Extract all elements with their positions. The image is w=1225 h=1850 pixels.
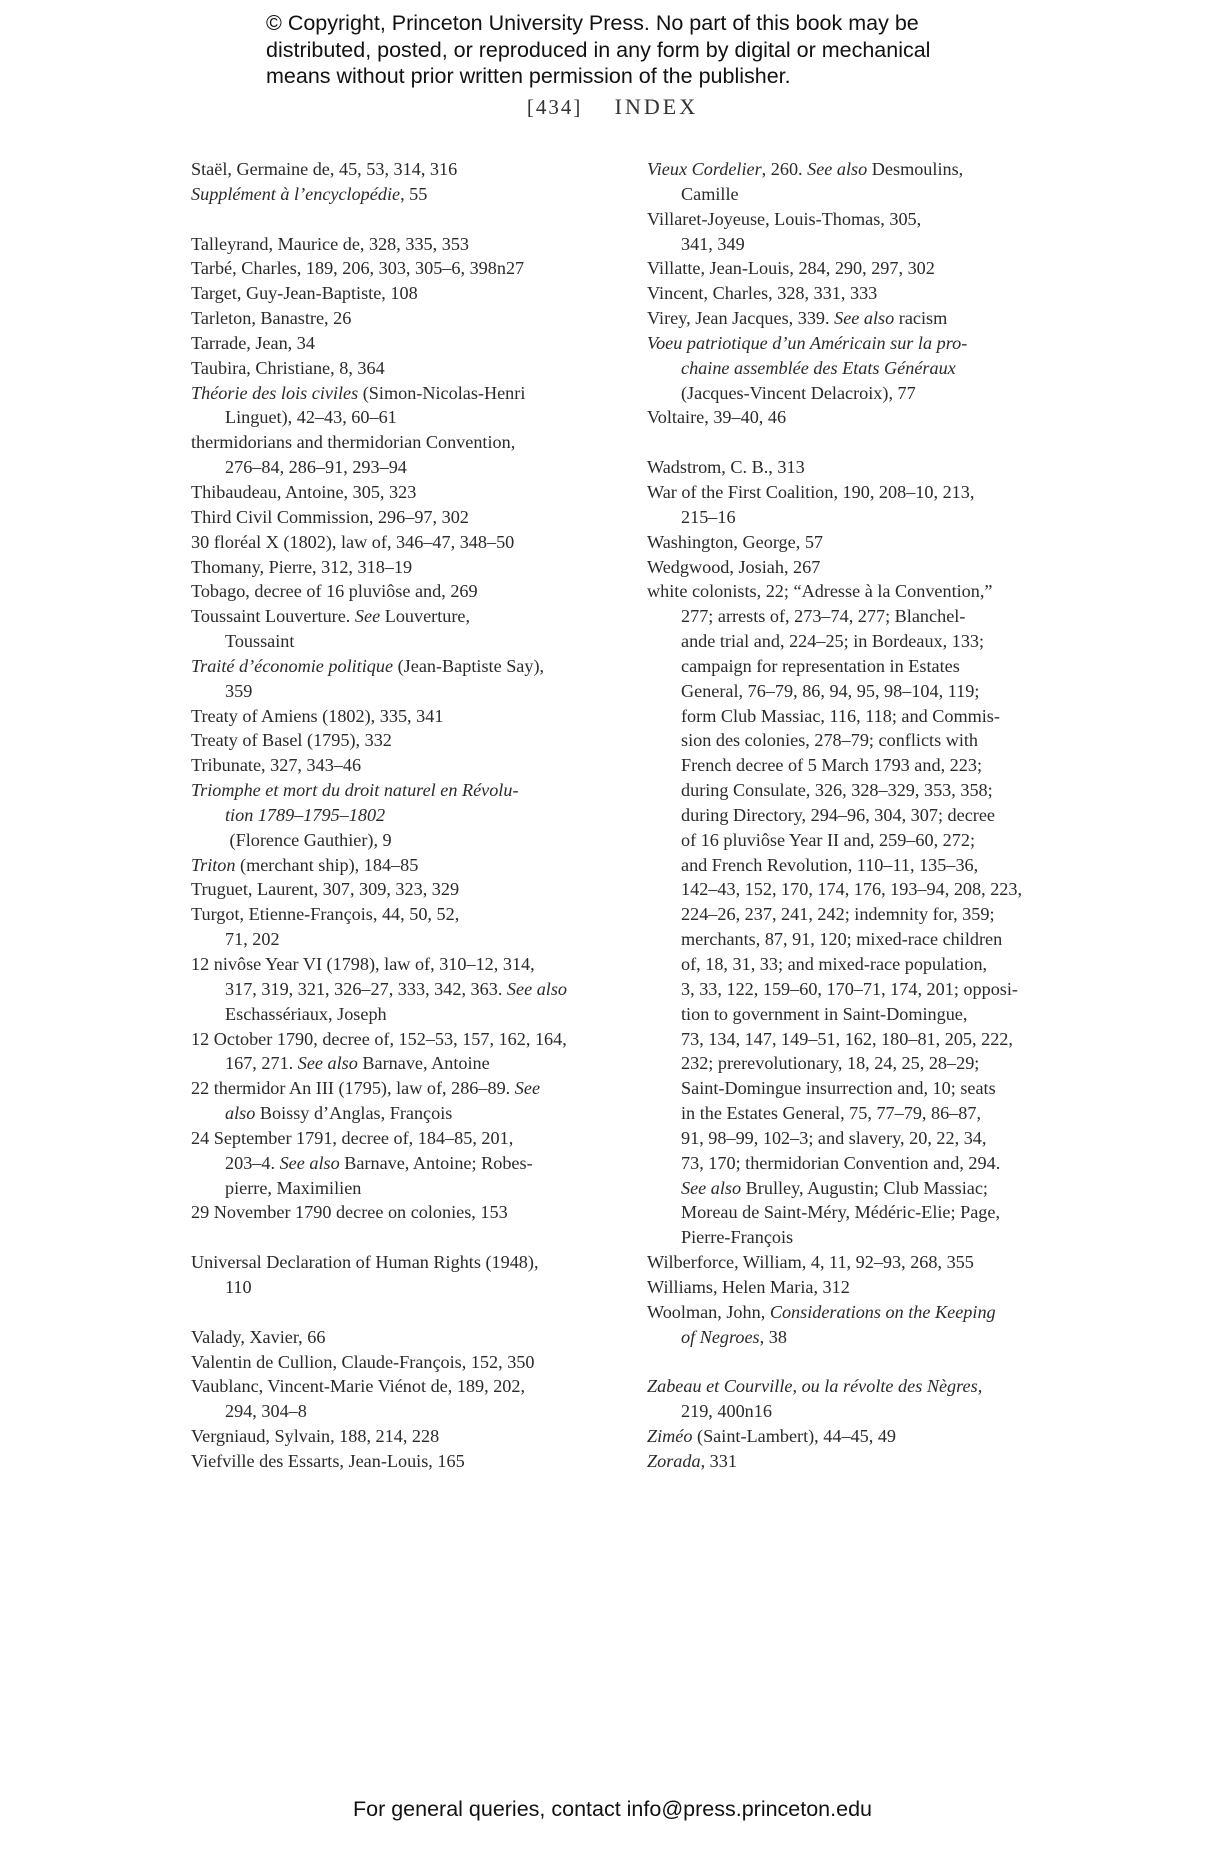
index-entry: Vaublanc, Vincent-Marie Viénot de, 189, 202, 294, 304–8 [191,1376,526,1422]
index-entry: Triomphe et mort du droit naturel en Révolu- tion 1789–1795–1802 (Florence Gauthier), 9 [191,780,519,850]
copyright-line: distributed, posted, or reproduced in any form by digital or mechanical [266,37,931,62]
index-entry: Vieux Cordelier, 260. See also Desmoulins, Camille [647,159,964,204]
index-entry: Supplément à l’encyclopédie, 55 [191,183,428,204]
index-entry: Virey, Jean Jacques, 339. See also racism [647,308,948,329]
index-entry: Target, Guy-Jean-Baptiste, 108 [191,283,418,304]
index-entry: Voeu patriotique d’un Américain sur la pro- chaine assemblée des Etats Généraux (Jacques-Vincent Delacroix), 77 [647,332,968,403]
index-entry: Villaret-Joyeuse, Louis-Thomas, 305, 341, 349 [647,208,922,254]
index-entry: Woolman, John, Considerations on the Keeping of Negroes, 38 [647,1301,996,1347]
index-entry: white colonists, 22; “Adresse à la Convention,” 277; arrests of, 273–74, 277; Blanchel- ande trial and, 224–25; in Bordeaux, 133; campaign for representation in Estates General, 76–79, 86, 94, 95, 98–104, 119; form Club Massiac, 116, 118; and Commis- sion des colonies, 278–79; conflicts with French decree of 5 March 1793 and, 223; during Consulate, 326, 328–329, 353, 358; during Directory, 294–96, 304, 307; decree of 16 pluviôse Year II and, 259–60, 272; and French Revolution, 110–11, 135–36, 142–43, 152, 170, 174, 176, 193–94, 208, 223, 224–26, 237, 241, 242; indemnity for, 359; merchants, 87, 91, 120; mixed-race children of, 18, 31, 33; and mixed-race population, 3, 33, 122, 159–60, 170–71, 174, 201; opposi- tion to government in Saint-Domingue, 73, 134, 147, 149–51, 162, 180–81, 205, 222, 232; prerevolutionary, 18, 24, 25, 28–29; Saint-Domingue insurrection and, 10; seats in the Estates General, 75, 77–79, 86–87, 91, 98–99, 102–3; and slavery, 20, 22, 34, 73, 170; thermidorian Convention and, 294. See also Brulley, Augustin; Club Massiac; Moreau de Saint-Méry, Médéric-Elie; Page, Pierre-François [647,581,1023,1248]
index-entry: Tarbé, Charles, 189, 206, 303, 305–6, 398n27 [191,258,525,279]
index-entry: Talleyrand, Maurice de, 328, 335, 353 [191,233,470,254]
index-entry: Williams, Helen Maria, 312 [647,1276,850,1297]
index-entry: Tarleton, Banastre, 26 [191,308,352,329]
index-entry: Traité d’économie politique (Jean-Baptiste Say), 359 [191,655,545,701]
index-entry: Third Civil Commission, 296–97, 302 [191,506,469,527]
entry-group-gap [647,430,1067,455]
index-entry: Vincent, Charles, 328, 331, 333 [647,283,878,304]
index-column-left [191,157,611,1474]
running-head [0,94,1225,120]
index-entry: 12 October 1790, decree of, 152–53, 157, 162, 164, 167, 271. See also Barnave, Antoine [191,1028,567,1074]
section-title: INDEX [614,94,699,119]
index-entry: Thomany, Pierre, 312, 318–19 [191,556,413,577]
index-entry: Ziméo (Saint-Lambert), 44–45, 49 [647,1426,897,1447]
footer-contact: For general queries, contact info@press.princeton.edu [352,1797,872,1821]
copyright-line: means without prior written permission of the publisher. [266,64,791,88]
index-entry: 12 nivôse Year VI (1798), law of, 310–12, 314, 317, 319, 321, 326–27, 333, 342, 363. See also Eschassériaux, Joseph [191,954,568,1024]
index-entry: Triton (merchant ship), 184–85 [191,854,419,875]
index-entry: 30 floréal X (1802), law of, 346–47, 348–50 [191,531,515,552]
index-entry: 29 November 1790 decree on colonies, 153 [191,1202,508,1223]
index-entry: Wedgwood, Josiah, 267 [647,556,821,577]
index-column-right [647,157,1067,1474]
index-entry: Universal Declaration of Human Rights (1948), 110 [191,1252,539,1297]
index-entry: 22 thermidor An III (1795), law of, 286–89. See also Boissy d’Anglas, François [191,1078,541,1124]
index-entry: Taubira, Christiane, 8, 364 [191,357,385,378]
index-entry: Staël, Germaine de, 45, 53, 314, 316 [191,159,458,179]
index-entry: Théorie des lois civiles (Simon-Nicolas-Henri Linguet), 42–43, 60–61 [191,382,526,428]
index-entry: Truguet, Laurent, 307, 309, 323, 329 [191,879,460,900]
index-entry: Zabeau et Courville, ou la révolte des Nègres, 219, 400n16 [647,1376,983,1422]
index-entry: thermidorians and thermidorian Convention, 276–84, 286–91, 293–94 [191,432,516,478]
index-entry: Zorada, 331 [647,1450,737,1471]
copyright-line: © Copyright, Princeton University Press. No part of this book may be [266,11,919,35]
index-entry: Turgot, Etienne-François, 44, 50, 52, 71, 202 [191,904,460,950]
index-entry: Thibaudeau, Antoine, 305, 323 [191,481,417,502]
index-entry: Washington, George, 57 [647,531,824,552]
copyright-notice [266,10,1026,90]
index-entry: Villatte, Jean-Louis, 284, 290, 297, 302 [647,258,935,279]
index-entry: Treaty of Amiens (1802), 335, 341 [191,705,444,726]
entry-group-gap [191,1300,611,1325]
entry-group-gap [191,1225,611,1250]
index-entry: Tribunate, 327, 343–46 [191,755,362,776]
index-entry: Wadstrom, C. B., 313 [647,457,805,478]
page-number: [434] [526,95,583,119]
entry-group-gap [647,1350,1067,1375]
index-entry: Voltaire, 39–40, 46 [647,407,787,428]
index-entry: War of the First Coalition, 190, 208–10, 213, 215–16 [647,481,975,527]
index-entry: Viefville des Essarts, Jean-Louis, 165 [191,1450,465,1471]
index-entry: Valady, Xavier, 66 [191,1326,326,1347]
index-entry: Tobago, decree of 16 pluviôse and, 269 [191,581,478,602]
index-entry: Toussaint Louverture. See Louverture, Toussaint [191,606,471,652]
index-entry: Wilberforce, William, 4, 11, 92–93, 268, 355 [647,1252,974,1273]
entry-group-gap [191,207,611,232]
index-entry: Tarrade, Jean, 34 [191,332,315,353]
index-entry: Treaty of Basel (1795), 332 [191,730,392,751]
index-entry: Vergniaud, Sylvain, 188, 214, 228 [191,1426,440,1447]
index-entry: 24 September 1791, decree of, 184–85, 201, 203–4. See also Barnave, Antoine; Robes- pierre, Maximilien [191,1127,533,1198]
index-entry: Valentin de Cullion, Claude-François, 152, 350 [191,1351,535,1372]
